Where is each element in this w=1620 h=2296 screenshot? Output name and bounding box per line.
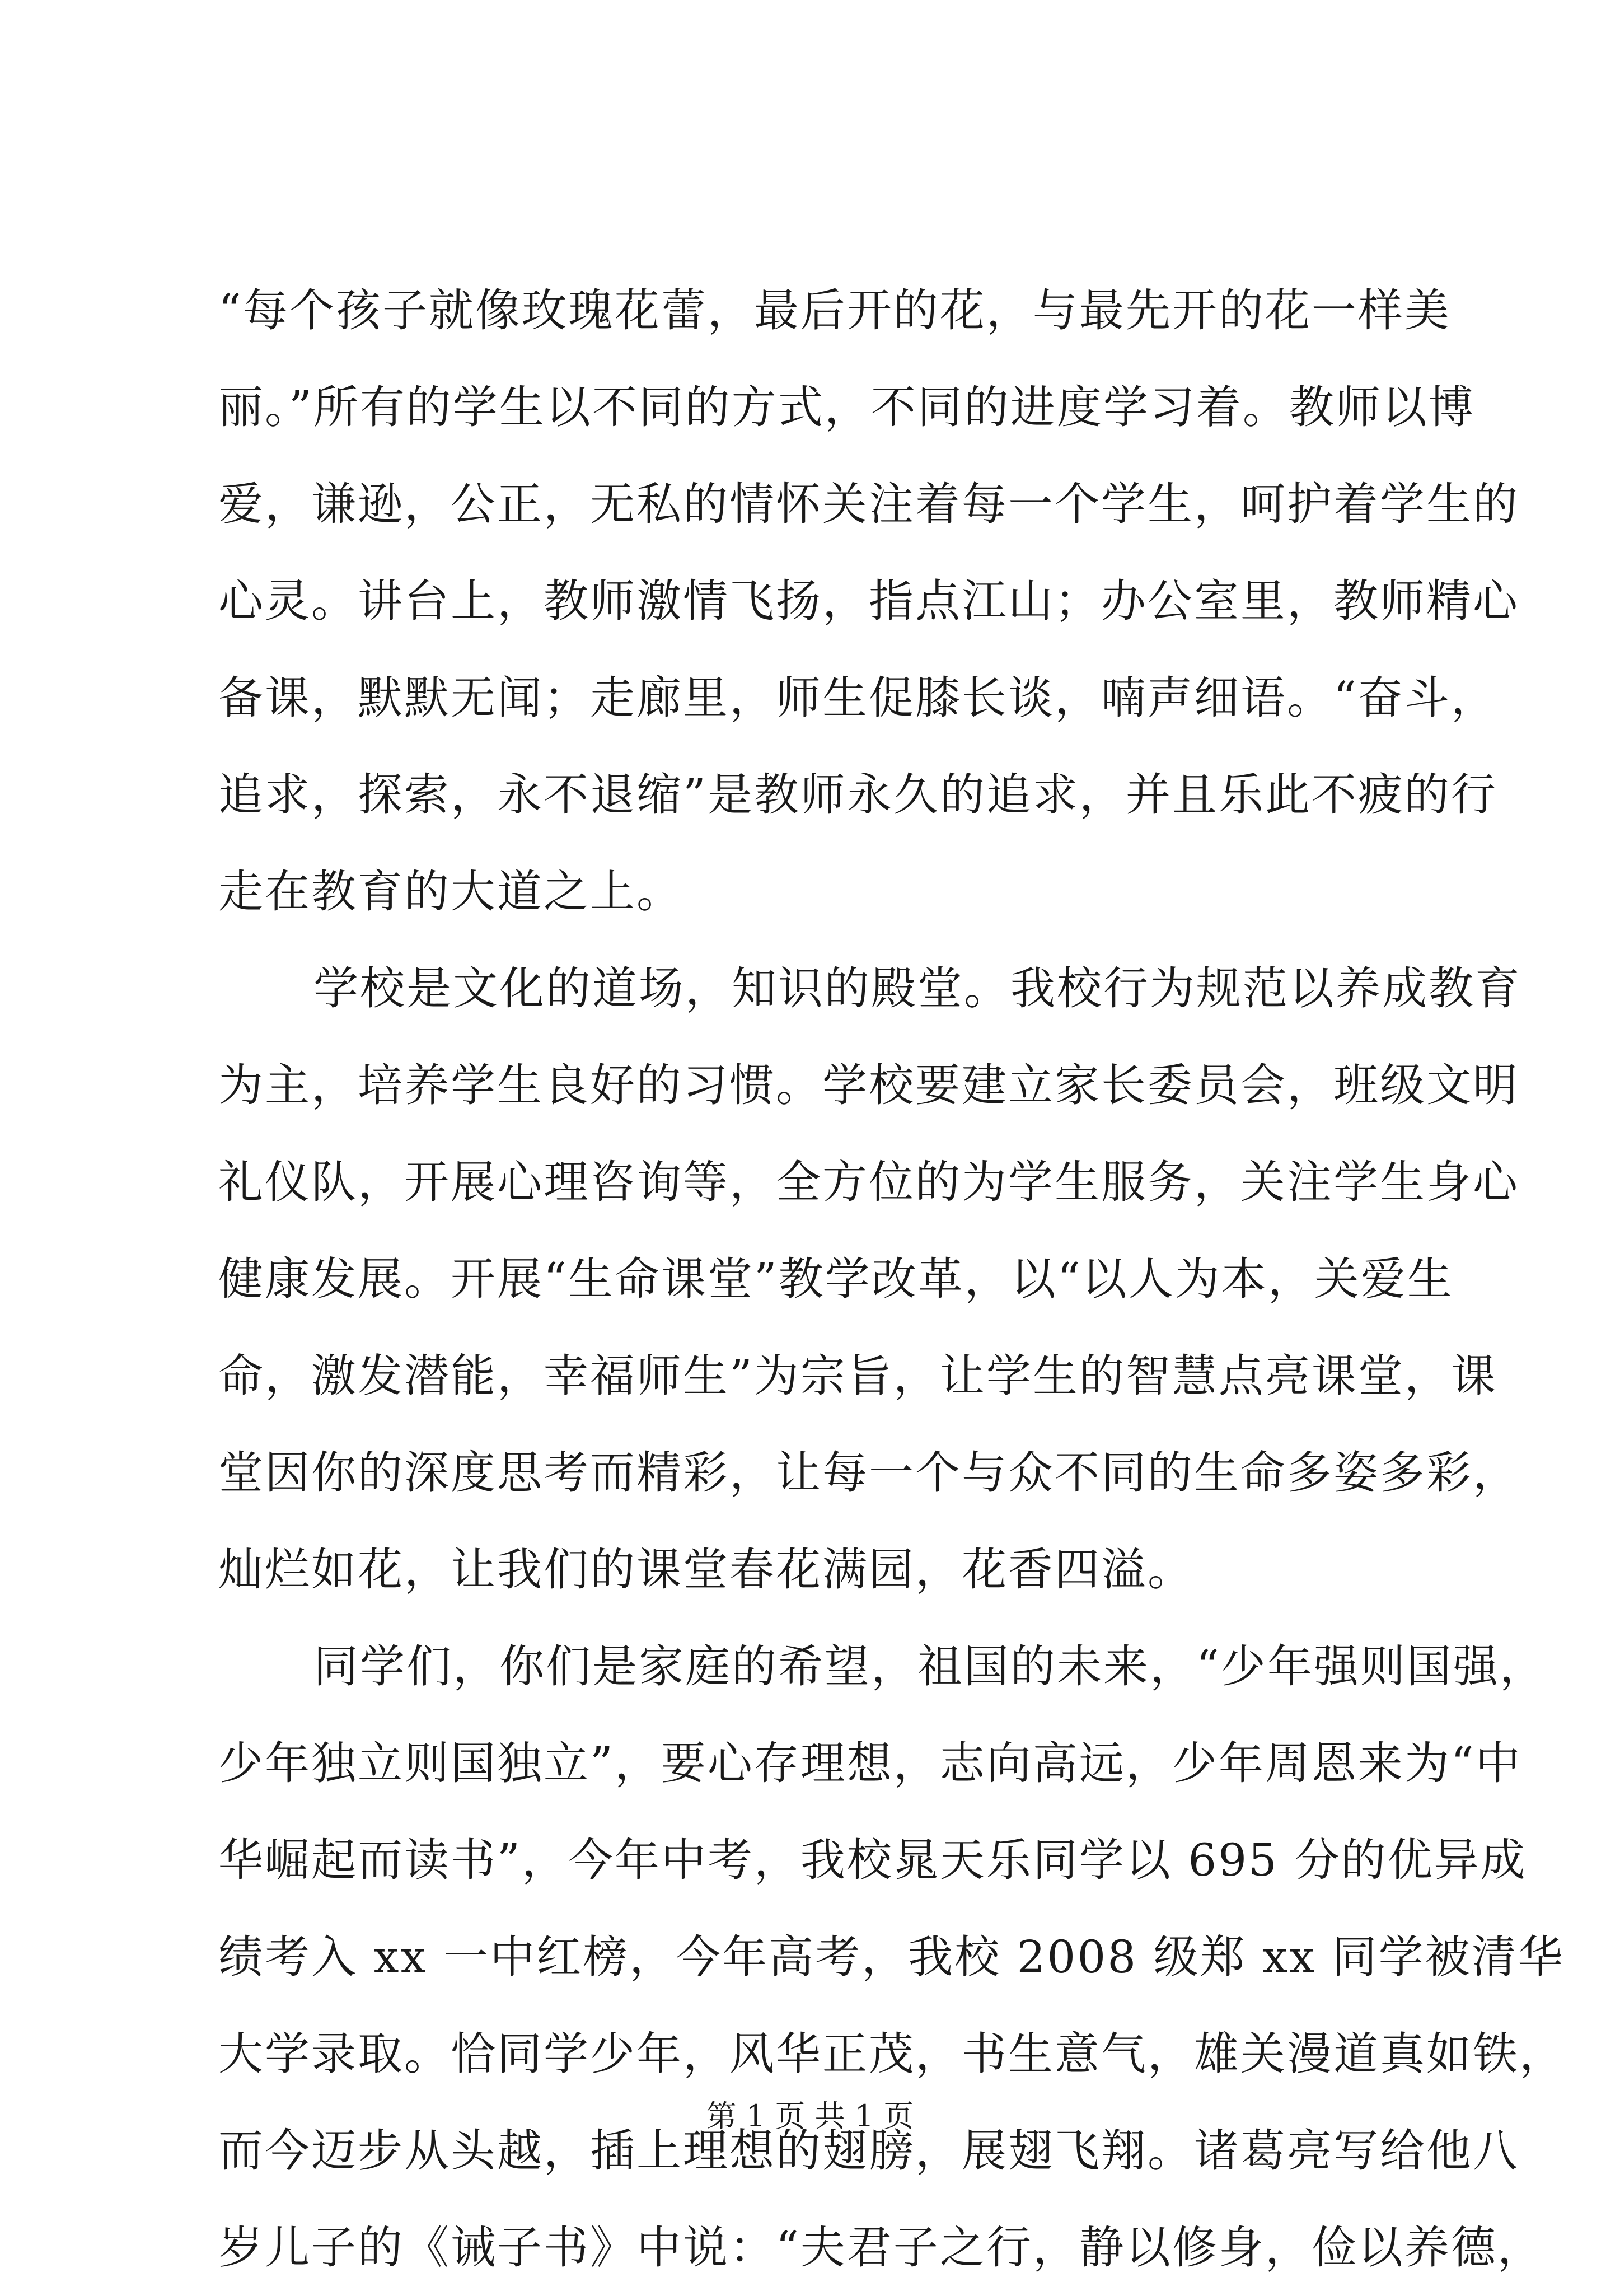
document-body	[218, 262, 1566, 2296]
text-line: 岁儿子的《诫子书》中说：“夫君子之行，静以修身，俭以养德，	[218, 2222, 1544, 2274]
text-line: 礼仪队，开展心理咨询等，全方位的为学生服务，关注学生身心	[218, 1156, 1519, 1208]
text-line: 而今迈步从头越，插上理想的翅膀，展翅飞翔。诸葛亮写给他八	[218, 2125, 1519, 2177]
text-line: 绩考入 xx 一中红榜，今年高考，我校 2008 级郑 xx 同学被清华	[218, 1931, 1565, 1983]
paragraph-2	[218, 940, 1521, 1618]
text-line: 大学录取。恰同学少年，风华正茂，书生意气，雄关漫道真如铁，	[218, 2028, 1566, 2080]
text-line: 堂因你的深度思考而精彩，让每一个与众不同的生命多姿多彩，	[218, 1447, 1519, 1499]
text-line: 备课，默默无闻；走廊里，师生促膝长谈，喃声细语。“奋斗，	[218, 672, 1497, 724]
text-line: 丽。”所有的学生以不同的方式，不同的进度学习着。教师以博	[218, 381, 1475, 433]
text-line: 为主，培养学生良好的习惯。学校要建立家长委员会，班级文明	[218, 1059, 1519, 1111]
text-line: 少年独立则国独立”，要心存理想，志向高远，少年周恩来为“中	[218, 1737, 1522, 1789]
text-line: 爱，谦逊，公正，无私的情怀关注着每一个学生，呵护着学生的	[218, 478, 1519, 530]
text-line: 健康发展。开展“生命课堂”教学改革，以“以人为本，关爱生	[218, 1253, 1454, 1305]
text-line: 心灵。讲台上，教师激情飞扬，指点江山；办公室里，教师精心	[218, 575, 1519, 627]
paragraph-1	[218, 262, 1519, 940]
page-number-footer: 第 1 页 共 1 页	[706, 2098, 914, 2134]
text-line: 华崛起而读书”，今年中考，我校晁天乐同学以 695 分的优异成	[218, 1834, 1527, 1886]
text-line: 同学们，你们是家庭的希望，祖国的未来，“少年强则国强，	[313, 1640, 1546, 1692]
text-line: “每个孩子就像玫瑰花蕾，最后开的花，与最先开的花一样美	[218, 284, 1451, 336]
text-line: 命，激发潜能，幸福师生”为宗旨，让学生的智慧点亮课堂，课	[218, 1350, 1497, 1402]
text-line: 走在教育的大道之上。	[218, 866, 683, 918]
text-line: 学校是文化的道场，知识的殿堂。我校行为规范以养成教育	[313, 962, 1521, 1014]
paragraph-3	[218, 1618, 1566, 2296]
text-line: 灿烂如花，让我们的课堂春花满园，花香四溢。	[218, 1544, 1194, 1596]
text-line: 追求，探索，永不退缩”是教师永久的追求，并且乐此不疲的行	[218, 769, 1497, 821]
